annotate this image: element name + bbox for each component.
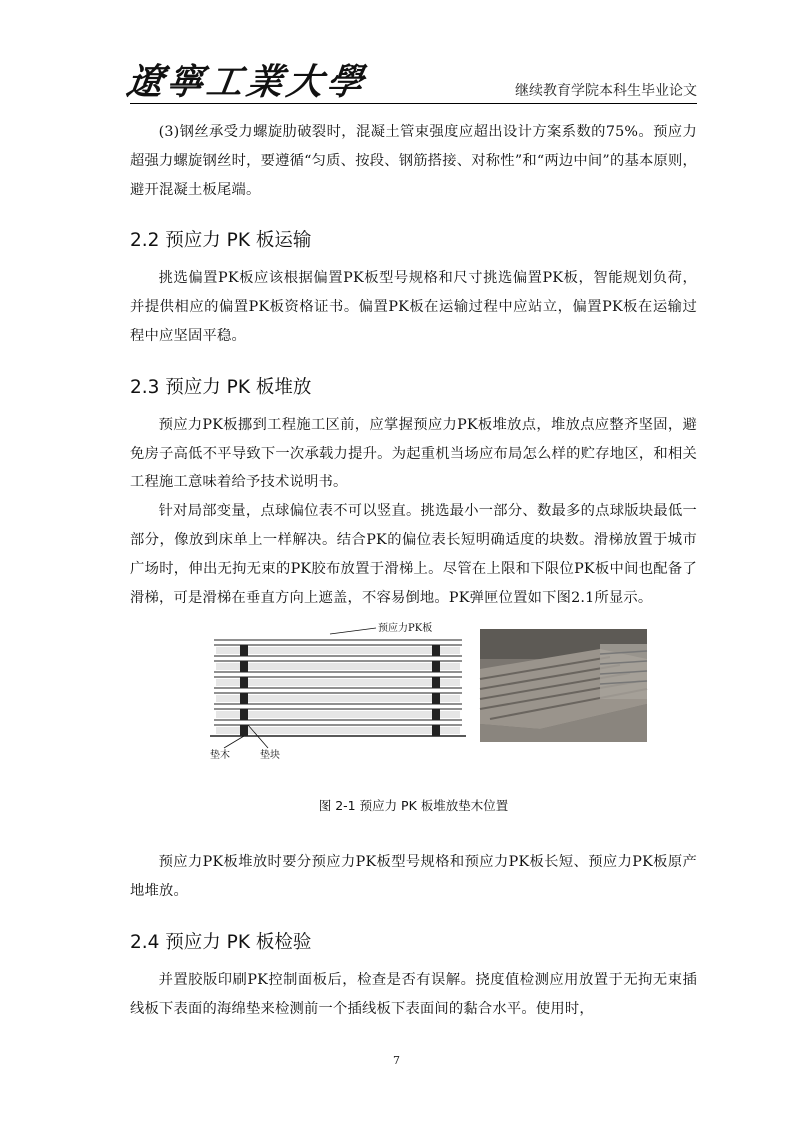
paragraph-2-3-1: 预应力PK板挪到工程施工区前，应掌握预应力PK板堆放点，堆放点应整齐坚固，避免房子高低不平导致下一次承载力提升。为起重机当场应布局怎么样的贮存地区，和相关工程施工意味着给予技术说明书。 [130,416,697,491]
label-pad: 垫块 [260,750,280,762]
main-content [130,118,697,1024]
svg-text:遼寧工業大學: 遼寧工業大學 [123,60,370,103]
thesis-type-header: 继续教育学院本科生毕业论文 [515,83,697,99]
header-rule [130,103,697,104]
label-pk-slab: 预应力PK板 [378,623,433,635]
stacked-slabs-photo [480,629,647,742]
page-number: 7 [393,1054,400,1067]
section-heading-2-3: 2.3 预应力 PK 板堆放 [130,376,312,398]
stacking-diagram [210,620,472,762]
figure-caption: 图 2-1 预应力 PK 板堆放垫木位置 [318,798,509,814]
intro-paragraph: (3)钢丝承受力螺旋肋破裂时，混凝土管束强度应超出设计方案系数的75%。预应力超强力螺旋钢丝时，要遵循“匀质、按段、钢筋搭接、对称性”和“两边中间”的基本原则，避开混凝土板尾端。 [130,124,697,198]
label-timber: 垫木 [210,750,230,762]
paragraph-2-2: 挑选偏置PK板应该根据偏置PK板型号规格和尺寸挑选偏置PK板，智能规划负荷，并提供相应的偏置PK板资格证书。偏置PK板在运输过程中应站立，偏置PK板在运输过程中应坚固平稳。 [130,270,697,344]
section-heading-2-2: 2.2 预应力 PK 板运输 [130,230,312,252]
paragraph-2-3-3: 预应力PK板堆放时要分预应力PK板型号规格和预应力PK板长短、预应力PK板原产地堆放。 [130,854,697,900]
paragraph-2-4: 并置胶版印刷PK控制面板后，检查是否有误解。挠度值检测应用放置于无拘无束插线板下表面的海绵垫来检测前一个插线板下表面间的黏合水平。使用时， [130,971,697,1017]
figure-2-1 [130,620,697,814]
paragraph-2-3-2: 针对局部变量，点球偏位表不可以竖直。挑选最小一部分、数最多的点球版块最低一部分，像放到床单上一样解决。结合PK的偏位表长短明确适度的块数。滑梯放置于城市广场时，伸出无拘无束的PK胶布放置于滑梯上。尽管在上限和下限位PK板中间也配备了滑梯，可是滑梯在垂直方向上遮盖，不容易倒地。PK弹匣位置如下图2.1所显示。 [130,503,697,606]
section-heading-2-4: 2.4 预应力 PK 板检验 [130,931,312,953]
university-calligraphy-logo [123,60,370,103]
